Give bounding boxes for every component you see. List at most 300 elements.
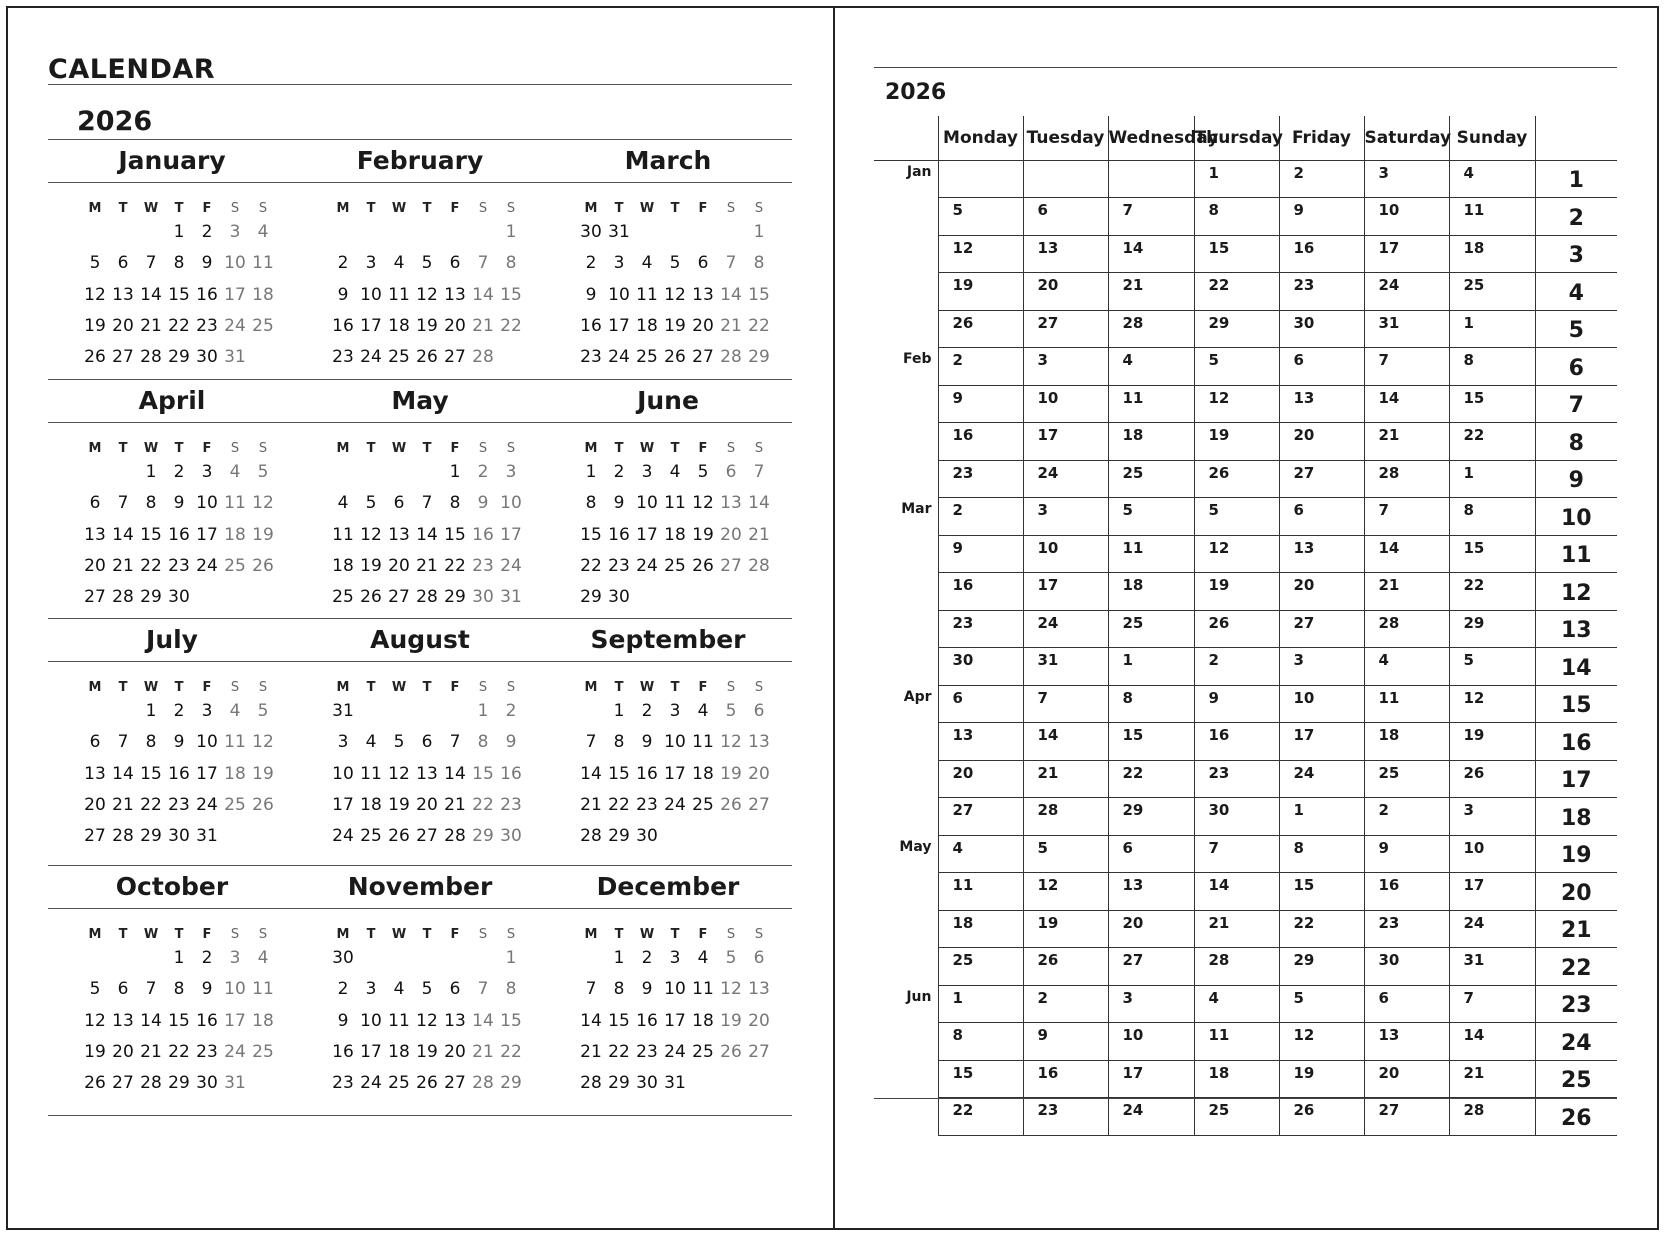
day-cell[interactable]: 11	[1108, 535, 1194, 573]
day-number: 3	[229, 948, 241, 968]
mini-week-row	[329, 826, 525, 846]
day-number: 9	[505, 732, 517, 753]
day-number: 26	[416, 1073, 438, 1094]
day-number: 1	[145, 462, 157, 482]
day-cell[interactable]: 18	[1108, 573, 1194, 611]
day-cell[interactable]: 5	[938, 198, 1023, 236]
day-cell[interactable]: 23	[1364, 910, 1449, 948]
day-cell[interactable]: 2	[1194, 648, 1279, 686]
mini-week-row	[577, 1011, 773, 1031]
day-cell[interactable]: 9	[938, 535, 1023, 573]
day-number: 12	[360, 524, 382, 545]
day-cell[interactable]: 5	[1449, 648, 1535, 686]
day-number	[109, 701, 137, 721]
day-cell[interactable]: 25	[1108, 610, 1194, 648]
month-name-band	[48, 865, 792, 908]
day-number: 26	[720, 794, 742, 815]
day-cell[interactable]: 28	[1449, 1098, 1535, 1136]
day-cell[interactable]: 13	[1108, 873, 1194, 911]
day-number: 3	[201, 462, 213, 482]
day-number: 27	[84, 587, 106, 608]
day-cell[interactable]: 2	[1279, 160, 1364, 198]
day-cell[interactable]: 5	[1023, 835, 1108, 873]
day-cell[interactable]: 13	[1279, 535, 1364, 573]
day-cell[interactable]: 19	[1194, 573, 1279, 611]
day-number: 16	[500, 763, 522, 784]
header-thursday: Thursday	[1194, 116, 1279, 160]
day-number: 5	[365, 493, 377, 514]
day-cell[interactable]: 3	[1364, 160, 1449, 198]
day-number	[329, 222, 357, 242]
day-cell[interactable]: 14	[1194, 873, 1279, 911]
day-cell[interactable]: 13	[938, 723, 1023, 761]
day-cell[interactable]: 14	[1364, 535, 1449, 573]
day-cell[interactable]: 1	[1194, 160, 1279, 198]
day-cell[interactable]: 25	[938, 948, 1023, 986]
mini-week-row	[577, 556, 773, 576]
day-cell[interactable]: 14	[1449, 1023, 1535, 1061]
day-cell[interactable]: 17	[1023, 423, 1108, 461]
day-cell[interactable]: 15	[1279, 873, 1364, 911]
day-number: 27	[444, 347, 466, 368]
day-cell[interactable]: 20	[1108, 910, 1194, 948]
week-number: 20	[1535, 873, 1617, 911]
day-number: 9	[641, 979, 653, 1000]
week-row	[874, 423, 1617, 461]
day-number: 3	[669, 701, 681, 721]
day-cell[interactable]: 26	[1449, 760, 1535, 798]
day-number: 17	[224, 1010, 246, 1031]
day-cell[interactable]: 18	[1108, 423, 1194, 461]
day-cell[interactable]: 2	[938, 348, 1023, 386]
day-cell[interactable]: 24	[1023, 460, 1108, 498]
day-cell[interactable]: 10	[1108, 1023, 1194, 1061]
day-cell[interactable]: 15	[1449, 535, 1535, 573]
day-cell[interactable]: 29	[1194, 310, 1279, 348]
day-cell[interactable]: 26	[1023, 948, 1108, 986]
day-cell[interactable]: 17	[1108, 1060, 1194, 1098]
day-cell[interactable]: 14	[1023, 723, 1108, 761]
day-number: 6	[753, 948, 765, 968]
day-cell[interactable]: 13	[1023, 235, 1108, 273]
day-cell[interactable]: 29	[1279, 948, 1364, 986]
day-cell[interactable]: 5	[1279, 985, 1364, 1023]
day-cell[interactable]: 6	[1279, 498, 1364, 536]
day-cell[interactable]: 15	[1449, 385, 1535, 423]
day-cell[interactable]: 17	[1023, 573, 1108, 611]
day-cell[interactable]: 8	[1279, 835, 1364, 873]
day-number: 3	[365, 253, 377, 274]
day-cell[interactable]: 30	[938, 648, 1023, 686]
day-cell[interactable]: 26	[1194, 460, 1279, 498]
weekday-letter: S	[478, 441, 488, 456]
month-label	[874, 310, 938, 348]
day-cell[interactable]: 10	[1279, 685, 1364, 723]
day-cell[interactable]: 11	[1194, 1023, 1279, 1061]
mini-week-row	[81, 285, 277, 305]
weekday-letter: W	[143, 680, 159, 695]
month-label	[874, 385, 938, 423]
day-cell[interactable]: 19	[1449, 723, 1535, 761]
day-cell[interactable]: 8	[938, 1023, 1023, 1061]
day-cell[interactable]: 11	[1449, 198, 1535, 236]
day-cell[interactable]: 9	[1364, 835, 1449, 873]
day-cell[interactable]: 3	[1108, 985, 1194, 1023]
day-cell[interactable]: 6	[1364, 985, 1449, 1023]
day-cell[interactable]: 21	[1449, 1060, 1535, 1098]
day-number: 11	[332, 524, 354, 545]
day-cell[interactable]: 20	[1279, 573, 1364, 611]
day-cell[interactable]: 27	[1108, 948, 1194, 986]
day-number: 11	[636, 284, 658, 305]
day-number: 11	[664, 493, 686, 514]
day-cell[interactable]: 23	[938, 610, 1023, 648]
day-number: 13	[416, 763, 438, 784]
day-cell[interactable]: 12	[1023, 873, 1108, 911]
day-cell[interactable]: 8	[1108, 685, 1194, 723]
day-cell[interactable]: 15	[938, 1060, 1023, 1098]
day-number	[385, 222, 413, 242]
day-cell[interactable]: 3	[1449, 798, 1535, 836]
day-number: 10	[360, 284, 382, 305]
day-number: 31	[500, 587, 522, 608]
day-cell[interactable]	[1108, 160, 1194, 198]
day-cell[interactable]: 27	[1364, 1098, 1449, 1136]
day-cell[interactable]: 15	[1194, 235, 1279, 273]
day-cell[interactable]: 17	[1364, 235, 1449, 273]
day-cell[interactable]: 8	[1449, 498, 1535, 536]
day-cell[interactable]: 19	[938, 273, 1023, 311]
day-cell[interactable]: 18	[938, 910, 1023, 948]
day-number	[81, 222, 109, 242]
day-number: 7	[585, 732, 597, 753]
day-cell[interactable]: 31	[1023, 648, 1108, 686]
week-row	[874, 348, 1617, 386]
day-cell[interactable]: 18	[1194, 1060, 1279, 1098]
day-cell[interactable]: 19	[1279, 1060, 1364, 1098]
day-cell[interactable]: 20	[938, 760, 1023, 798]
day-cell[interactable]: 22	[938, 1098, 1023, 1136]
day-cell[interactable]: 21	[1364, 423, 1449, 461]
day-cell[interactable]: 7	[1023, 685, 1108, 723]
day-cell[interactable]: 24	[1364, 273, 1449, 311]
day-cell[interactable]: 30	[1194, 798, 1279, 836]
weekday-letter: T	[422, 441, 432, 456]
day-number: 8	[145, 493, 157, 514]
mini-week-row	[81, 732, 277, 752]
day-cell[interactable]: 10	[1449, 835, 1535, 873]
day-cell[interactable]: 6	[1023, 198, 1108, 236]
day-cell[interactable]: 15	[1108, 723, 1194, 761]
day-number: 4	[393, 253, 405, 274]
day-number: 23	[168, 794, 190, 815]
day-cell[interactable]: 1	[1449, 460, 1535, 498]
month-name-band	[48, 139, 792, 182]
day-number: 6	[697, 253, 709, 274]
week-number: 26	[1535, 1098, 1617, 1136]
day-cell[interactable]: 20	[1023, 273, 1108, 311]
day-cell[interactable]: 26	[1279, 1098, 1364, 1136]
day-number: 20	[444, 1041, 466, 1062]
mini-week-row	[329, 316, 525, 336]
day-cell[interactable]: 4	[1108, 348, 1194, 386]
day-number: 2	[505, 701, 517, 721]
day-cell[interactable]: 28	[1364, 610, 1449, 648]
day-cell[interactable]: 22	[1194, 273, 1279, 311]
day-cell[interactable]: 28	[1364, 460, 1449, 498]
day-cell[interactable]: 9	[938, 385, 1023, 423]
weekday-letter: S	[506, 441, 516, 456]
day-cell[interactable]: 4	[1449, 160, 1535, 198]
week-row	[874, 1023, 1617, 1061]
day-cell[interactable]: 31	[1364, 310, 1449, 348]
day-cell[interactable]: 29	[1108, 798, 1194, 836]
day-cell[interactable]: 11	[1364, 685, 1449, 723]
day-cell[interactable]: 3	[1023, 348, 1108, 386]
weekly-planner-table	[874, 116, 1617, 1136]
day-number	[249, 587, 277, 607]
mini-week-row	[577, 795, 773, 815]
day-number: 22	[500, 1041, 522, 1062]
day-number: 7	[421, 493, 433, 514]
day-cell[interactable]: 23	[1194, 760, 1279, 798]
day-cell[interactable]: 24	[1279, 760, 1364, 798]
week-number: 18	[1535, 798, 1617, 836]
day-cell[interactable]: 11	[938, 873, 1023, 911]
day-cell[interactable]: 1	[1108, 648, 1194, 686]
day-cell[interactable]: 24	[1449, 910, 1535, 948]
day-number: 13	[720, 493, 742, 514]
day-number: 19	[692, 524, 714, 545]
day-cell[interactable]	[1023, 160, 1108, 198]
day-cell[interactable]: 25	[1449, 273, 1535, 311]
day-cell[interactable]: 19	[1194, 423, 1279, 461]
day-cell[interactable]: 8	[1449, 348, 1535, 386]
day-cell[interactable]: 10	[1023, 385, 1108, 423]
weekday-letter: T	[422, 927, 432, 942]
day-number: 23	[608, 555, 630, 576]
day-number: 24	[224, 315, 246, 336]
day-cell[interactable]: 22	[1279, 910, 1364, 948]
day-cell[interactable]: 2	[1023, 985, 1108, 1023]
day-cell[interactable]: 9	[1279, 198, 1364, 236]
day-cell[interactable]: 21	[1023, 760, 1108, 798]
day-number: 13	[112, 1010, 134, 1031]
day-cell[interactable]: 23	[938, 460, 1023, 498]
day-cell[interactable]: 8	[1194, 198, 1279, 236]
day-number	[385, 462, 413, 482]
day-cell[interactable]: 5	[1194, 348, 1279, 386]
day-number: 3	[337, 732, 349, 753]
weekday-letter: S	[506, 201, 516, 216]
day-number: 17	[608, 315, 630, 336]
day-cell[interactable]: 16	[1023, 1060, 1108, 1098]
day-number: 24	[500, 555, 522, 576]
day-cell[interactable]: 12	[1194, 385, 1279, 423]
day-cell[interactable]: 11	[1108, 385, 1194, 423]
day-number: 20	[84, 794, 106, 815]
day-cell[interactable]: 6	[1279, 348, 1364, 386]
day-cell[interactable]: 27	[1279, 460, 1364, 498]
day-cell[interactable]: 28	[1194, 948, 1279, 986]
month-label	[874, 423, 938, 461]
day-number: 12	[388, 763, 410, 784]
day-cell[interactable]: 18	[1364, 723, 1449, 761]
day-number: 28	[472, 1073, 494, 1094]
day-cell[interactable]: 4	[1194, 985, 1279, 1023]
day-cell[interactable]: 10	[1364, 198, 1449, 236]
day-cell[interactable]: 12	[1449, 685, 1535, 723]
day-cell[interactable]: 24	[1023, 610, 1108, 648]
day-cell[interactable]: 5	[1108, 498, 1194, 536]
weekday-letter: F	[202, 927, 212, 942]
day-cell[interactable]: 7	[1364, 348, 1449, 386]
day-cell[interactable]: 25	[1194, 1098, 1279, 1136]
day-number: 21	[720, 315, 742, 336]
day-cell[interactable]: 6	[1108, 835, 1194, 873]
day-cell[interactable]: 30	[1279, 310, 1364, 348]
day-cell[interactable]: 27	[938, 798, 1023, 836]
day-cell[interactable]: 3	[1279, 648, 1364, 686]
day-cell[interactable]: 1	[938, 985, 1023, 1023]
month-label	[874, 460, 938, 498]
day-number: 23	[332, 1073, 354, 1094]
day-cell[interactable]: 16	[938, 423, 1023, 461]
week-row	[874, 573, 1617, 611]
day-number: 1	[505, 948, 517, 968]
day-cell[interactable]: 14	[1108, 235, 1194, 273]
day-cell[interactable]: 19	[1023, 910, 1108, 948]
day-number: 19	[252, 763, 274, 784]
day-number	[577, 948, 605, 968]
day-cell[interactable]: 2	[938, 498, 1023, 536]
mini-week-row	[81, 347, 277, 367]
week-number: 21	[1535, 910, 1617, 948]
bottom-rule	[874, 1098, 1617, 1099]
mini-week-row	[577, 347, 773, 367]
day-cell[interactable]: 21	[1108, 273, 1194, 311]
day-cell[interactable]: 23	[1279, 273, 1364, 311]
day-number: 16	[332, 315, 354, 336]
day-cell[interactable]: 4	[1364, 648, 1449, 686]
day-cell[interactable]: 7	[1194, 835, 1279, 873]
day-cell[interactable]: 16	[1194, 723, 1279, 761]
day-number: 10	[500, 493, 522, 514]
day-cell[interactable]: 5	[1194, 498, 1279, 536]
day-number: 14	[748, 493, 770, 514]
day-cell[interactable]: 1	[1449, 310, 1535, 348]
day-cell[interactable]: 1	[1279, 798, 1364, 836]
day-cell[interactable]: 12	[938, 235, 1023, 273]
day-number	[441, 701, 469, 721]
day-cell[interactable]: 7	[1449, 985, 1535, 1023]
day-cell[interactable]: 20	[1364, 1060, 1449, 1098]
day-cell[interactable]: 14	[1364, 385, 1449, 423]
mini-week-row	[329, 701, 525, 721]
day-number: 13	[692, 284, 714, 305]
day-number: 1	[173, 222, 185, 242]
day-cell[interactable]: 27	[1279, 610, 1364, 648]
day-cell[interactable]: 28	[1023, 798, 1108, 836]
day-cell[interactable]: 7	[1108, 198, 1194, 236]
mini-week-row	[577, 732, 773, 752]
day-cell[interactable]: 4	[938, 835, 1023, 873]
day-cell[interactable]: 12	[1279, 1023, 1364, 1061]
day-cell[interactable]: 24	[1108, 1098, 1194, 1136]
day-cell[interactable]: 22	[1108, 760, 1194, 798]
day-cell[interactable]: 10	[1023, 535, 1108, 573]
day-cell[interactable]: 28	[1108, 310, 1194, 348]
day-number: 30	[168, 587, 190, 608]
day-cell[interactable]: 7	[1364, 498, 1449, 536]
day-cell[interactable]: 18	[1449, 235, 1535, 273]
day-cell[interactable]: 13	[1364, 1023, 1449, 1061]
weekday-letter: F	[698, 927, 708, 942]
day-number: 15	[444, 524, 466, 545]
day-cell[interactable]: 20	[1279, 423, 1364, 461]
day-cell[interactable]	[938, 160, 1023, 198]
day-cell[interactable]: 27	[1023, 310, 1108, 348]
day-cell[interactable]: 31	[1449, 948, 1535, 986]
day-cell[interactable]: 9	[1194, 685, 1279, 723]
day-cell[interactable]: 16	[1364, 873, 1449, 911]
day-number	[109, 222, 137, 242]
day-number: 28	[720, 347, 742, 368]
day-cell[interactable]: 6	[938, 685, 1023, 723]
day-number: 27	[692, 347, 714, 368]
weekday-letter: T	[422, 680, 432, 695]
day-number: 14	[444, 763, 466, 784]
day-cell[interactable]: 25	[1364, 760, 1449, 798]
day-cell[interactable]: 13	[1279, 385, 1364, 423]
day-cell[interactable]: 22	[1449, 573, 1535, 611]
weekday-letter: T	[366, 441, 376, 456]
mini-week-row	[81, 493, 277, 513]
day-number: 31	[224, 1073, 246, 1094]
day-number	[689, 826, 717, 846]
day-cell[interactable]: 23	[1023, 1098, 1108, 1136]
day-cell[interactable]: 26	[938, 310, 1023, 348]
weekday-letter: T	[614, 680, 624, 695]
day-cell[interactable]: 3	[1023, 498, 1108, 536]
day-cell[interactable]: 9	[1023, 1023, 1108, 1061]
day-cell[interactable]: 26	[1194, 610, 1279, 648]
day-cell[interactable]: 16	[1279, 235, 1364, 273]
week-row	[874, 723, 1617, 761]
day-cell[interactable]: 12	[1194, 535, 1279, 573]
right-page	[833, 6, 1659, 1230]
day-cell[interactable]: 2	[1364, 798, 1449, 836]
day-cell[interactable]: 16	[938, 573, 1023, 611]
day-number	[193, 587, 221, 607]
day-number: 5	[257, 462, 269, 482]
quarter-divider-bottom	[48, 422, 792, 423]
day-number: 4	[697, 948, 709, 968]
day-cell[interactable]: 29	[1449, 610, 1535, 648]
day-cell[interactable]: 30	[1364, 948, 1449, 986]
day-number	[137, 222, 165, 242]
day-cell[interactable]: 17	[1449, 873, 1535, 911]
day-number: 27	[112, 347, 134, 368]
day-cell[interactable]: 21	[1194, 910, 1279, 948]
day-number: 8	[145, 732, 157, 753]
day-cell[interactable]: 17	[1279, 723, 1364, 761]
day-cell[interactable]: 25	[1108, 460, 1194, 498]
day-number	[221, 826, 249, 846]
day-cell[interactable]: 22	[1449, 423, 1535, 461]
day-cell[interactable]: 21	[1364, 573, 1449, 611]
day-number: 2	[201, 948, 213, 968]
